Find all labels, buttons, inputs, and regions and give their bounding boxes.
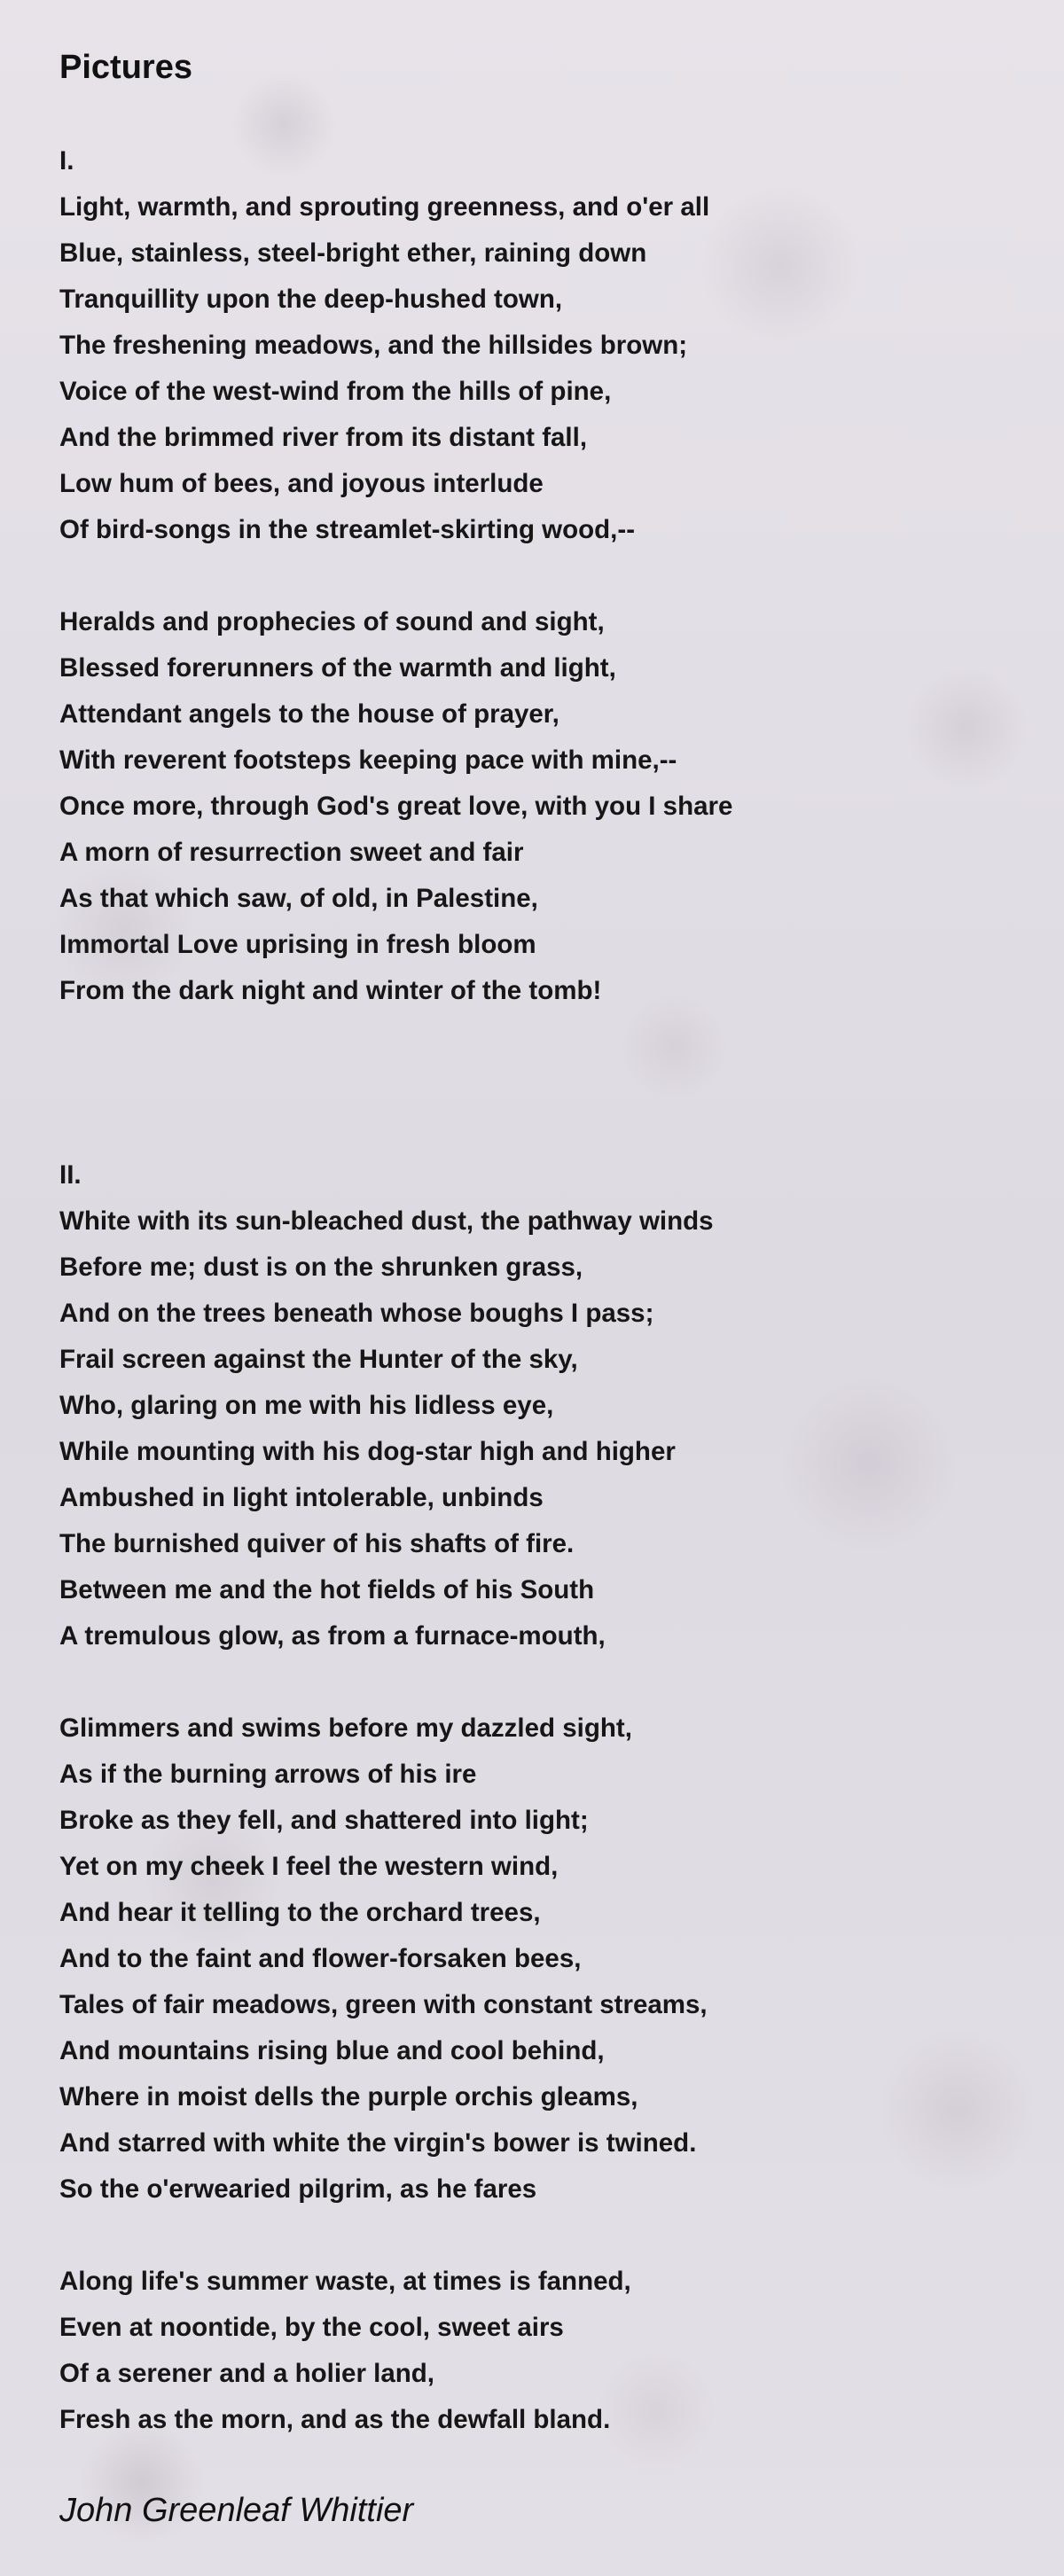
stanza-gap — [59, 2213, 1035, 2259]
poem-section — [59, 1152, 1035, 2443]
poem-line: From the dark night and winter of the tomb! — [59, 976, 602, 1005]
poem-line: Yet on my cheek I feel the western wind, — [59, 1852, 559, 1881]
poem-line: Blessed forerunners of the warmth and light, — [59, 653, 616, 683]
stanza-gap — [59, 553, 1035, 599]
poem-line: Once more, through God's great love, with you I share — [59, 792, 733, 821]
poem-line: Between me and the hot fields of his South — [59, 1575, 595, 1604]
poem-line: And mountains rising blue and cool behind, — [59, 2036, 605, 2065]
stanza — [59, 599, 1035, 1014]
poem-section — [59, 138, 1035, 1014]
poem-line: Broke as they fell, and shattered into light; — [59, 1806, 589, 1835]
poem-line: With reverent footsteps keeping pace with mine,-- — [59, 745, 677, 775]
poem-line: Even at noontide, by the cool, sweet airs — [59, 2313, 564, 2342]
poem-line: As if the burning arrows of his ire — [59, 1760, 477, 1789]
poem-title: Pictures — [59, 49, 192, 86]
poem-line: White with its sun-bleached dust, the pathway winds — [59, 1206, 714, 1236]
stanza — [59, 1198, 1035, 1659]
poem-line: A morn of resurrection sweet and fair — [59, 838, 524, 867]
poem-line: Light, warmth, and sprouting greenness, and o'er all — [59, 192, 710, 222]
poem-line: While mounting with his dog-star high and higher — [59, 1437, 676, 1466]
poem-line: Before me; dust is on the shrunken grass, — [59, 1253, 583, 1282]
poem-page — [59, 44, 1035, 2533]
stanza-gap — [59, 1659, 1035, 1706]
poem-line: Fresh as the morn, and as the dewfall bland. — [59, 2405, 611, 2434]
stanza — [59, 184, 1035, 553]
poem-body — [59, 138, 1035, 2443]
poem-line: And hear it telling to the orchard trees, — [59, 1898, 541, 1927]
poem-line: And starred with white the virgin's bower is twined. — [59, 2128, 697, 2158]
poem-line: Along life's summer waste, at times is fanned, — [59, 2267, 631, 2296]
poem-line: Glimmers and swims before my dazzled sight, — [59, 1713, 632, 1743]
poem-line: And the brimmed river from its distant fall, — [59, 423, 588, 452]
poem-line: Who, glaring on me with his lidless eye, — [59, 1391, 554, 1420]
poem-line: Of a serener and a holier land, — [59, 2359, 434, 2388]
poem-line: Voice of the west-wind from the hills of pine, — [59, 377, 612, 406]
poem-line: Where in moist dells the purple orchis gleams, — [59, 2082, 638, 2112]
poem-line: And on the trees beneath whose boughs I pass; — [59, 1299, 654, 1328]
poem-author: John Greenleaf Whittier — [59, 2492, 414, 2529]
poem-line: Tranquillity upon the deep-hushed town, — [59, 285, 563, 314]
section-gap — [59, 1014, 1035, 1152]
poem-line: And to the faint and flower-forsaken bees, — [59, 1944, 582, 1973]
poem-line: The freshening meadows, and the hillsides brown; — [59, 331, 688, 360]
stanza — [59, 2259, 1035, 2443]
poem-line: A tremulous glow, as from a furnace-mouth, — [59, 1621, 606, 1651]
stanza — [59, 1706, 1035, 2213]
poem-line: The burnished quiver of his shafts of fire. — [59, 1529, 575, 1558]
poem-line: As that which saw, of old, in Palestine, — [59, 884, 538, 913]
poem-line: Attendant angels to the house of prayer, — [59, 699, 559, 729]
poem-line: Blue, stainless, steel-bright ether, raining down — [59, 238, 647, 268]
section-numeral: II. — [59, 1160, 82, 1190]
poem-line: Immortal Love uprising in fresh bloom — [59, 930, 536, 959]
poem-line: Of bird-songs in the streamlet-skirting wood,-- — [59, 515, 636, 544]
poem-line: Frail screen against the Hunter of the sky, — [59, 1345, 578, 1374]
poem-line: Ambushed in light intolerable, unbinds — [59, 1483, 544, 1512]
poem-line: So the o'erwearied pilgrim, as he fares — [59, 2174, 537, 2204]
poem-line: Heralds and prophecies of sound and sight, — [59, 607, 605, 636]
poem-line: Low hum of bees, and joyous interlude — [59, 469, 544, 498]
poem-line: Tales of fair meadows, green with constant streams, — [59, 1990, 708, 2019]
section-numeral: I. — [59, 146, 74, 176]
